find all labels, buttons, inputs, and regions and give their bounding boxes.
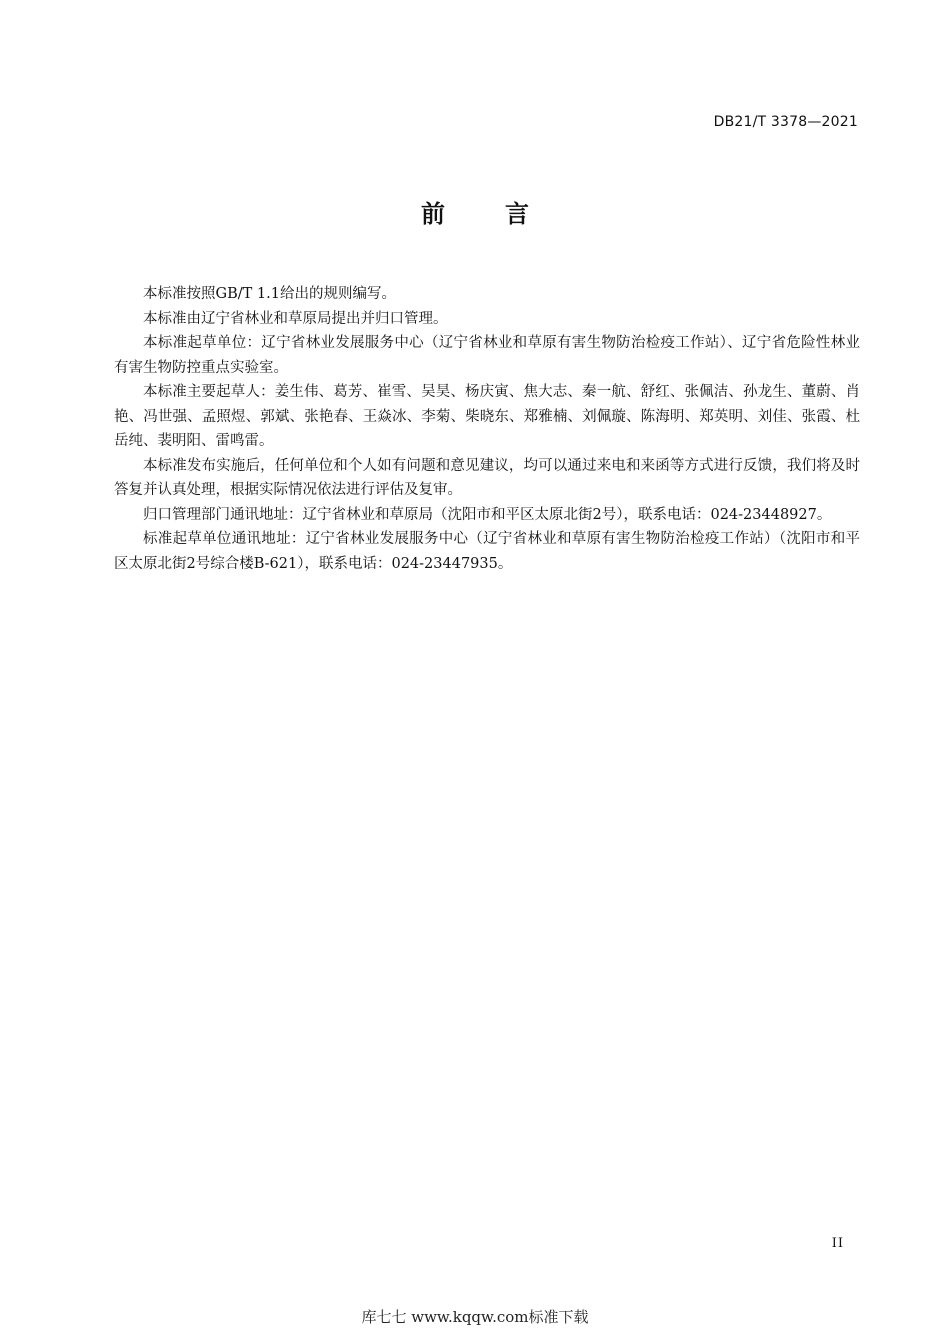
paragraph-management: 本标准由辽宁省林业和草原局提出并归口管理。 — [143, 310, 448, 327]
page-title: 前言 — [421, 200, 589, 228]
paragraph-drafting-units: 本标准起草单位：辽宁省林业发展服务中心（辽宁省林业和草原有害生物防治检疫工作站）、辽宁省危险性林业有害生物防控重点实验室。 — [114, 335, 860, 376]
paragraph-feedback: 本标准发布实施后，任何单位和个人如有问题和意见建议，均可以通过来电和来函等方式进行反馈，我们将及时答复并认真处理，根据实际情况依法进行评估及复审。 — [114, 457, 860, 498]
paragraph-drafters: 本标准主要起草人：姜生伟、葛芳、崔雪、吴昊、杨庆寅、焦大志、秦一航、舒红、张佩洁、孙龙生、董蔚、肖艳、冯世强、孟照煜、郭斌、张艳春、王焱冰、李菊、柴晓东、郑雅楠、刘佩璇、陈海明、郑英明、刘佳、张霞、杜岳纯、裴明阳、雷鸣雷。 — [114, 384, 860, 449]
paragraph-drafting-unit-contact: 标准起草单位通讯地址：辽宁省林业发展服务中心（辽宁省林业和草原有害生物防治检疫工作站）（沈阳市和平区太原北街2号综合楼B-621），联系电话：024-23447935。 — [114, 531, 860, 572]
paragraph-management-contact: 归口管理部门通讯地址：辽宁省林业和草原局（沈阳市和平区太原北街2号），联系电话：024-23448927。 — [143, 506, 832, 523]
footer-watermark: 库七七 www.kqqw.com标准下载 — [361, 1308, 589, 1326]
document-code: DB21/T 3378—2021 — [713, 114, 858, 130]
preface-body — [114, 282, 860, 576]
paragraph-drafting-rules: 本标准按照GB/T 1.1给出的规则编写。 — [143, 286, 396, 302]
page-number: II — [831, 1236, 844, 1251]
